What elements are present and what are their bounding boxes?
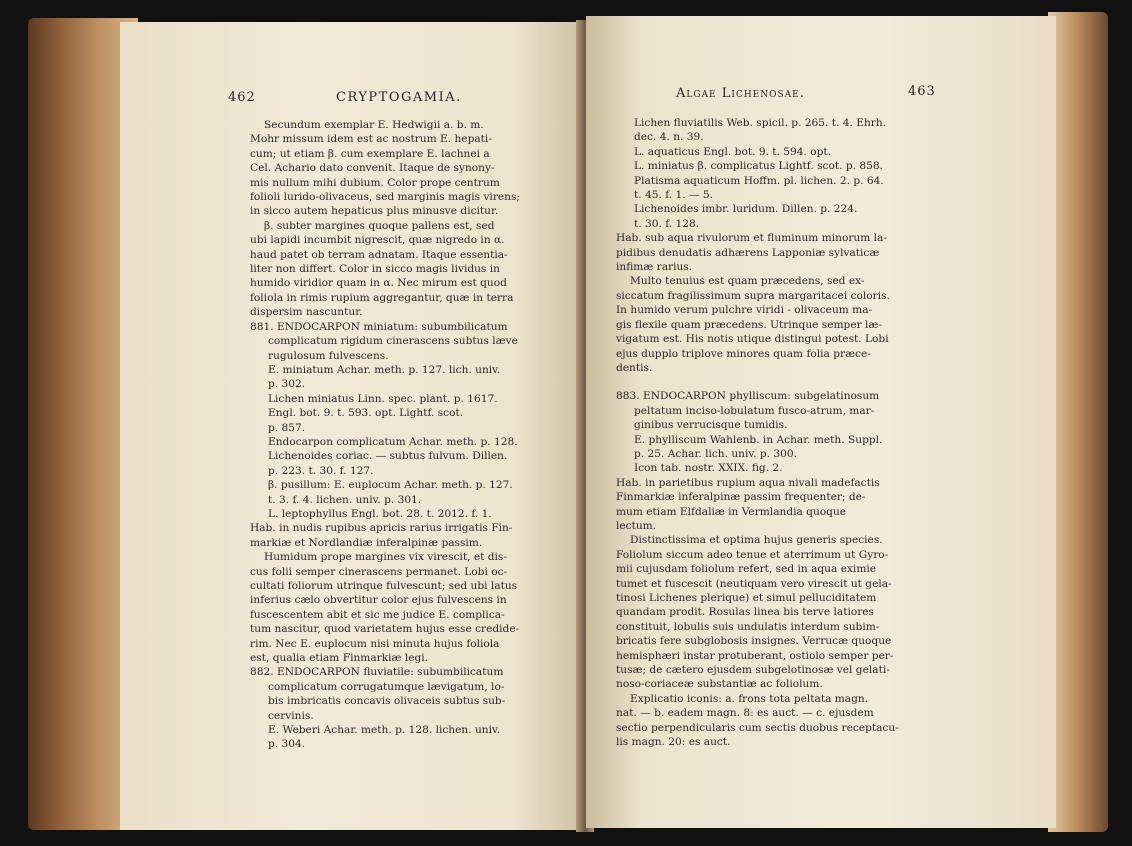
text-line: siccatum fragilissimum supra margaritacei coloris. [616,289,890,302]
right-page-text [616,116,986,749]
text-line: In humido verum pulchre viridi - olivaceum ma- [616,304,873,317]
text-line: p. 857. [268,421,306,434]
text-line: in sicco autem hepaticus plus minusve dicitur. [250,205,499,218]
text-line: tusæ; de cætero ejusdem subgelotinosæ vel gelati- [616,664,890,677]
text-line: bricatis fere subglobosis insignes. Verrucæ quoque [616,635,892,648]
text-line: dec. 4. n. 39. [634,131,704,144]
text-line: cervinis. [268,709,314,722]
text-line: cultati foliorum utrinque fulvescunt; sed ubi latus [250,580,518,592]
text-line: ginibus verrucisque tumidis. [634,419,788,432]
left-page-number: 462 [228,90,256,105]
text-line [616,375,986,389]
left-running-head: CRYPTOGAMIA. [336,90,462,105]
right-page-edges [1048,12,1108,832]
text-line: hemisphæri instar protuberant, ostiolo semper per- [616,649,894,662]
text-line: tum nascitur, quod varietatem hujus esse credide- [250,623,520,636]
text-line: Foliolum siccum adeo tenue et aterrimum ut Gyro- [616,548,889,561]
text-line: L. aquaticus Engl. bot. 9. t. 594. opt. [634,145,832,158]
text-line: Hab. in nudis rupibus apricis rarius irrigatis Fin- [250,522,513,535]
text-line: cus folii semper cinerascens permanet. Lobi oc- [250,565,508,578]
text-line: nat. — b. eadem magn. 8: es auct. — c. ejusdem [616,707,874,720]
text-line: E. Weberi Achar. meth. p. 128. lichen. univ. [268,724,501,737]
right-page [586,16,1056,828]
text-line: haud patet ob terram adnatam. Itaque essentia- [250,248,508,261]
text-line: t. 3. f. 4. lichen. univ. p. 301. [268,493,422,506]
text-line: 883. ENDOCARPON phylliscum: subgelatinosum [616,390,880,403]
text-line: complicatum rigidum cinerascens subtus læve [268,335,518,348]
text-line: lectum. [616,519,657,532]
text-line: rim. Nec E. euplocum nisi minuta hujus foliola [250,637,500,650]
text-line: Distinctissima et optima hujus generis species. [630,534,883,547]
right-running-head: Algae Lichenosae. [676,86,805,101]
text-line: Explicatio iconis: a. frons tota peltata magn. [630,692,869,705]
text-line: 881. ENDOCARPON miniatum: subumbilicatum [250,320,508,333]
left-page-text [250,118,570,752]
text-line: ubi lapidi incumbit nigrescit, quæ nigredo in α. [250,234,505,247]
text-line: peltatum inciso-lobulatum fusco-atrum, mar- [634,404,875,417]
text-line: gis flexile quam præcedens. Utrinque semper læ- [616,318,882,331]
text-line: constituit, lobulis suis undulatis interdum subim- [616,620,880,633]
text-line: Lichen miniatus Linn. spec. plant. p. 1617. [268,392,498,405]
text-line: L. miniatus β. complicatus Lightf. scot. p. 858. [634,160,883,173]
text-line: Platisma aquaticum Hoffm. pl. lichen. 2. p. 64. [634,174,884,187]
text-line: Hab. in parietibus rupium aqua nivali madefactis [616,476,880,489]
text-line: t. 30. f. 128. [634,217,700,230]
text-line: noso-coriaceæ substantiæ ac foliolum. [616,678,823,691]
text-line: pidibus denudatis adhærens Lapponiæ sylvaticæ [616,246,880,259]
text-line: foliola in rimis rupium aggregantur, quæ in terra [250,291,514,304]
text-line: cum; ut etiam β. cum exemplare E. lachnei a [250,147,490,160]
text-line: fuscescentem abit et sic me judice E. complica- [250,608,505,621]
text-line: quandam prodit. Rosulas linea bis terve latiores [616,606,874,619]
text-line: Lichenoides coriac. — subtus fulvum. Dillen. [268,450,508,463]
text-line: Icon tab. nostr. XXIX. fig. 2. [634,462,783,475]
text-line: Humidum prope margines vix virescit, et dis- [264,551,507,564]
text-line: E. miniatum Achar. meth. p. 127. lich. univ. [268,363,501,376]
text-line: Mohr missum idem est ac nostrum E. hepati- [250,133,492,146]
text-line: rugulosum fulvescens. [268,349,389,362]
text-line: folioli lurido-olivaceus, sed marginis magis virens; [250,191,520,204]
text-line: Lichenoides imbr. luridum. Dillen. p. 224. [634,203,858,216]
text-line: ejus dupplo triplove minores quam folia præce- [616,347,871,360]
text-line: liter non differt. Color in sicco magis lividus in [250,263,500,276]
text-line: L. leptophyllus Engl. bot. 28. t. 2012. f. 1. [268,507,492,520]
text-line: Multo tenuius est quam præcedens, sed ex- [630,275,865,288]
right-page-number: 463 [908,84,936,99]
text-line: humido viridior quam in α. Nec mirum est quod [250,277,507,290]
text-line: E. phylliscum Wahlenb. in Achar. meth. Suppl. [634,433,883,446]
text-line: inferius cælo obvertitur color ejus fulvescens in [250,594,507,607]
text-line: infimæ rarius. [616,261,693,274]
text-line: sectio perpendicularis cum sectis duobus receptacu- [616,721,899,734]
text-line: Endocarpon complicatum Achar. meth. p. 128. [268,435,518,448]
text-line: Cel. Achario dato convenit. Itaque de synony- [250,162,495,175]
text-line: p. 304. [268,738,306,751]
text-line: bis imbricatis concavis olivaceis subtus sub- [268,695,506,708]
text-line: Lichen fluviatilis Web. spicil. p. 265. t. 4. Ehrh. [634,117,887,129]
text-line: mum etiam Elfdaliæ in Vermlandia quoque [616,505,847,518]
text-line: lis magn. 20: es auct. [616,736,731,749]
text-line: Engl. bot. 9. t. 593. opt. Lightf. scot. [268,407,464,420]
text-line: β. pusillum: E. euplocum Achar. meth. p. 127. [268,479,513,492]
text-line: mis nullum mihi dubium. Color prope centrum [250,176,500,189]
text-line: Hab. sub aqua rivulorum et fluminum minorum la- [616,232,887,245]
text-line: Finmarkiæ inferalpinæ passim frequenter; de- [616,491,866,504]
text-line: complicatum corrugatumque lævigatum, lo- [268,680,505,693]
text-line: Secundum exemplar E. Hedwigii a. b. m. [264,119,484,131]
text-line: markiæ et Nordlandiæ inferalpinæ passim. [250,536,483,549]
text-line: t. 45. f. 1. — 5. [634,189,714,202]
text-line: est, qualia etiam Finmarkiæ legi. [250,652,429,665]
text-line: mii cujusdam foliolum refert, sed in aqua eximie [616,563,877,576]
text-line: tumet et fuscescit (neutiquam vero virescit ut gela- [616,577,892,590]
left-page [120,22,582,830]
text-line: vigatum est. His notis utique distingui potest. Lobi [616,333,889,346]
text-line: dispersim nascuntur. [250,306,363,319]
text-line: p. 302. [268,378,306,391]
text-line: dentis. [616,361,653,374]
text-line: p. 25. Achar. lich. univ. p. 300. [634,447,797,460]
text-line: β. subter margines quoque pallens est, sed [264,219,495,232]
text-line: p. 223. t. 30. f. 127. [268,464,374,477]
text-line: 882. ENDOCARPON fluviatile: subumbilicatum [250,666,504,679]
text-line: tinosi Lichenes plerique) et simul pelluciditatem [616,592,877,604]
